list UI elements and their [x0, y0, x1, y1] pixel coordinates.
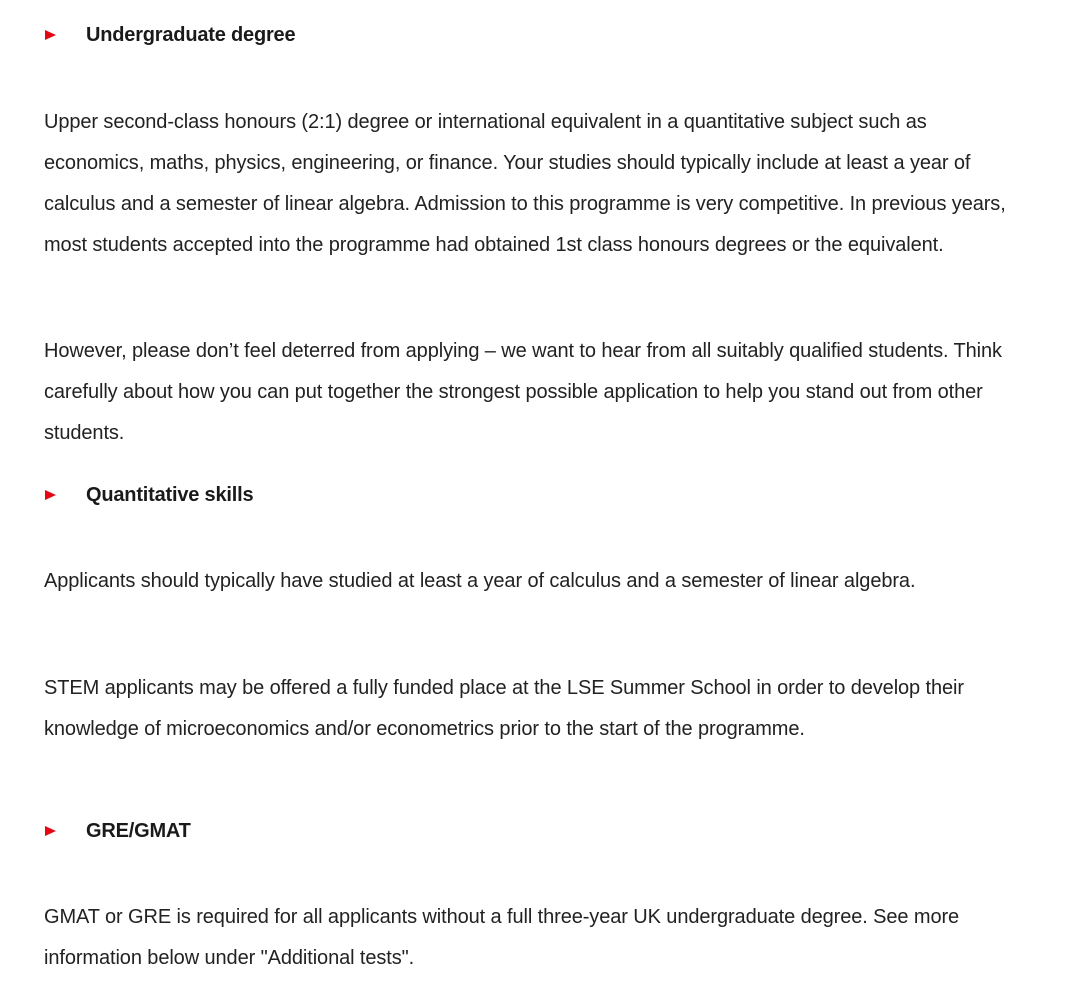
paragraph: STEM applicants may be offered a fully funded place at the LSE Summer School in order to develop their knowledge of microeconomics and/or econometrics prior to the start of the programme. — [44, 677, 964, 740]
paragraph: However, please don’t feel deterred from applying – we want to hear from all suitably qualified students. Think carefully about how you can put together the strongest possible application to help you stand out from other students. — [44, 340, 1002, 444]
quantitative-skills-body — [44, 561, 1024, 602]
section-quantitative-skills — [44, 480, 1024, 510]
section-heading: Quantitative skills — [86, 483, 254, 506]
section-heading: Undergraduate degree — [86, 23, 296, 46]
paragraph: Applicants should typically have studied at least a year of calculus and a semester of linear algebra. — [44, 570, 916, 592]
section-undergraduate-degree — [44, 20, 1024, 50]
section-heading: GRE/GMAT — [86, 819, 191, 842]
gre-gmat-body — [44, 897, 1024, 979]
section-gre-gmat — [44, 816, 1024, 846]
paragraph: Upper second-class honours (2:1) degree or international equivalent in a quantitative subject such as economics, maths, physics, engineering, or finance. Your studies should typically include at least a year of calculus and a semester of linear algebra. Admission to this programme is very competitive. In previous years, most students accepted into the programme had obtained 1st class honours degrees or the equivalent. — [44, 111, 1006, 256]
undergraduate-degree-body — [44, 102, 1024, 266]
undergraduate-degree-body-2 — [44, 331, 1024, 454]
quantitative-skills-body-2 — [44, 668, 1024, 750]
paragraph: GMAT or GRE is required for all applicants without a full three-year UK undergraduate degree. See more information below under "Additional tests". — [44, 906, 960, 969]
undergraduate-degree-toggle[interactable] — [44, 20, 1024, 50]
triangle-right-icon — [45, 30, 56, 40]
triangle-right-icon — [45, 826, 56, 836]
quantitative-skills-toggle[interactable] — [44, 480, 1024, 510]
gre-gmat-toggle[interactable] — [44, 816, 1024, 846]
triangle-right-icon — [45, 490, 56, 500]
